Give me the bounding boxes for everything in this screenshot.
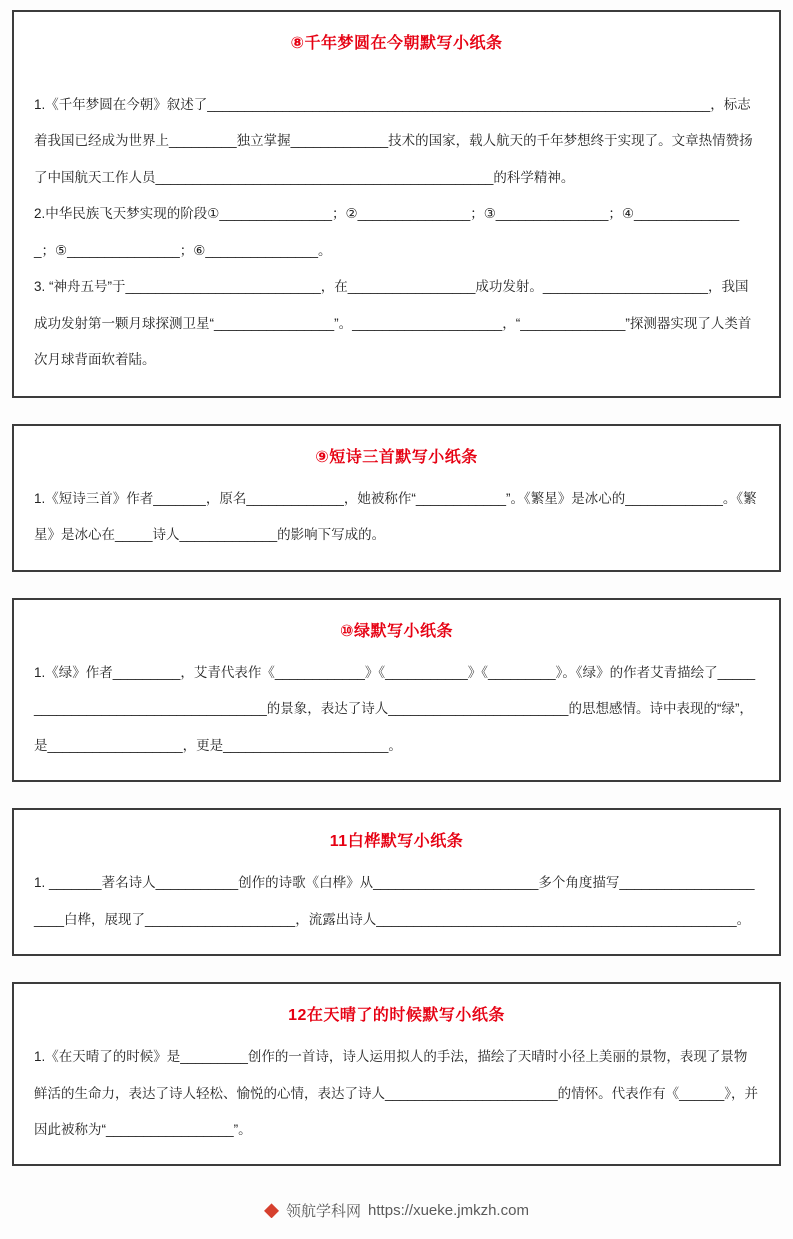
- site-url: https://xueke.jmkzh.com: [368, 1202, 529, 1220]
- site-name: 领航学科网: [286, 1203, 362, 1221]
- fill-blank-paragraph: 1.《千年梦圆在今朝》叙述了___________________________________________________________________，标志着我国已经成为世界上_________独立掌握_____________技术的国家，载人航天的千年梦想终于实现了。文章热情赞扬了中国航天工作人员_____________________________________________的科学精神。: [34, 97, 753, 185]
- section-title: 11白桦默写小纸条: [329, 833, 464, 851]
- site-logo-icon: [264, 1203, 279, 1218]
- fill-blank-paragraph: 1.《在天晴了的时候》是_________创作的一首诗，诗人运用拟人的手法，描绘了天晴时小径上美丽的景物，表现了景物鲜活的生命力，表达了诗人轻松、愉悦的心情，表达了诗人_______________________的情怀。代表作有《______》，并因此被称为“_________________”。: [34, 1049, 758, 1137]
- fill-blank-paragraph: 3. “神舟五号”于__________________________，在_________________成功发射。______________________，我国成功发射第一颗月球探测卫星“________________”。____________________，“______________”探测器实现了人类首次月球背面软着陆。: [34, 279, 752, 368]
- section-card-lv: [12, 598, 781, 782]
- fill-blank-paragraph: 1. _______著名诗人___________创作的诗歌《白桦》从______________________多个角度描写______________________白桦，展现了____________________，流露出诗人________________________________________________。: [34, 875, 755, 927]
- section-card-zai-tianqing-le-de-shihou: [12, 982, 781, 1166]
- section-card-qiannian-mengyuan: [12, 10, 781, 398]
- section-title: ⑩绿默写小纸条: [339, 622, 454, 640]
- section-title: ⑨短诗三首默写小纸条: [315, 449, 478, 466]
- fill-blank-paragraph: 2.中华民族飞天梦实现的阶段①_______________；②_______________；③_______________；④_______________；⑤_______________；⑥_______________。: [34, 206, 740, 258]
- site-footer: [12, 1192, 781, 1239]
- section-title: ⑧千年梦圆在今朝默写小纸条: [290, 35, 503, 52]
- section-card-baihua: [12, 808, 781, 956]
- fill-blank-paragraph: 1.《绿》作者_________，艾青代表作《____________》《___________》《_________》。《绿》的作者艾青描绘了____________________________________的景象，表达了诗人________________________的思想感情。诗中表现的“绿”，是__________________，更是______________________。: [34, 664, 756, 753]
- fill-blank-paragraph: 1.《短诗三首》作者_______，原名_____________，她被称作“____________”。《繁星》是冰心的_____________。《繁星》是冰心在_____诗人_____________的影响下写成的。: [34, 491, 757, 543]
- section-title: 12在天晴了的时候默写小纸条: [288, 1007, 505, 1025]
- section-card-duanshi-sanshou: [12, 424, 781, 572]
